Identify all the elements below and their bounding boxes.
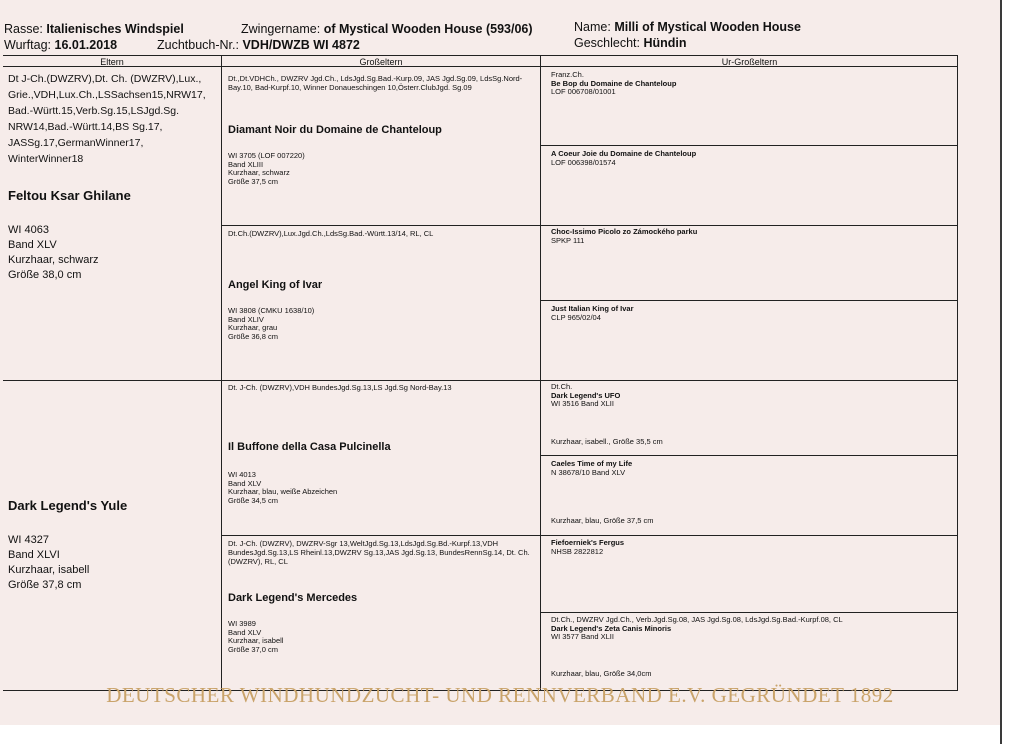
breed-field	[4, 22, 184, 37]
grandparent-name: Diamant Noir du Domaine de Chanteloup	[228, 124, 442, 136]
parent-zb: WI 4327	[8, 534, 49, 546]
great-grandparent-reg: N 38678/10 Band XLV	[551, 467, 626, 477]
divider-v2	[540, 55, 541, 691]
dog-name-field	[574, 20, 801, 35]
great-grandparent-name: A Coeur Joie du Domaine de Chanteloup	[551, 149, 697, 158]
parent-band: Band XLVI	[8, 549, 60, 561]
great-grandparent-2	[551, 150, 696, 167]
parent-sire	[8, 71, 220, 167]
great-grandparent-reg: LOF 006708/01001	[551, 87, 616, 96]
column-great-grandparents: Ur-Großeltern	[721, 57, 778, 67]
great-grandparent-1	[551, 71, 946, 97]
sex-label: Geschlecht:	[574, 36, 641, 50]
dog-name-label: Name:	[574, 20, 611, 34]
grandparent-coat: Kurzhaar, schwarz	[228, 168, 290, 177]
association-footer: DEUTSCHER WINDHUNDZUCHT- UND RENNVERBAND E.V. GEGRÜNDET 1892	[106, 683, 894, 707]
parent-titles: Dt J-Ch.(DWZRV),Dt. Ch. (DWZRV),Lux., Grie.,VDH,Lux.Ch.,LSSachsen15,NRW17, Bad.-Württ.15,Verb.Sg.15,LSJgd.Sg. NRW14,Bad.-Württ.14,BS Sg.17, JASSg.17,GermanWinner17, WinterWinner18	[8, 73, 206, 165]
grandparent-band: Band XLIV	[228, 314, 264, 324]
grandparent-4-details	[228, 592, 357, 654]
grandparent-zb: WI 3705 (LOF 007220)	[228, 151, 305, 160]
parent-zb: WI 4063	[8, 224, 49, 236]
grandparent-titles: Dt.,Dt.VDHCh., DWZRV Jgd.Ch., LdsJgd.Sg.Bad.-Kurp.09, JAS Jgd.Sg.09, LdsSg.Nord-Bay.10, Bad-Kurpf.10, Winner Donaueschingen 10,Österr.ClubJgd. Sg.09	[228, 74, 523, 92]
grandparent-1	[228, 74, 533, 92]
great-grandparent-3	[551, 228, 697, 245]
great-grandparent-4	[551, 305, 634, 322]
column-parents: Eltern	[100, 57, 124, 67]
grandparent-1-details	[228, 124, 442, 186]
parent-size: Größe 38,0 cm	[8, 269, 82, 281]
parent-dam-details	[8, 496, 127, 593]
parent-band: Band XLV	[8, 239, 57, 251]
divider-half	[3, 380, 958, 381]
great-grandparent-name: Fiefoerniek's Fergus	[551, 538, 625, 547]
grandparent-zb: WI 3808 (CMKU 1638/10)	[228, 306, 315, 315]
grandparent-size: Größe 37,0 cm	[228, 644, 279, 654]
breed-label: Rasse:	[4, 22, 43, 36]
studbook-value: VDH/DWZB WI 4872	[242, 38, 360, 52]
grandparent-band: Band XLV	[228, 627, 262, 637]
grandparent-coat: Kurzhaar, blau, weiße Abzeichen	[228, 487, 338, 496]
kennel-value: of Mystical Wooden House (593/06)	[323, 22, 533, 36]
divider-e5	[540, 455, 958, 456]
grandparent-3-details	[228, 441, 391, 505]
grandparent-name: Dark Legend's Mercedes	[228, 592, 358, 604]
grandparent-3	[228, 383, 533, 392]
parent-coat: Kurzhaar, schwarz	[8, 254, 99, 266]
grandparent-band: Band XLV	[228, 478, 262, 488]
grandparent-2-details	[228, 279, 322, 341]
grandparent-zb: WI 4013	[228, 470, 256, 479]
great-grandparent-name: Be Bop du Domaine de Chanteloup	[551, 78, 677, 88]
grandparent-titles: Dt. J-Ch. (DWZRV), DWZRV-Sgr 13,WeltJgd.Sg.13,LdsJgd.Sg.Bd.-Kurpf.13,VDH BundesJgd.Sg.13,LS Rheinl.13,DWZRV Sg.13,JAS Jgd.Sg.13, BundesRennSg.14, Dt. Ch. (DWZRV), RL, CL	[228, 539, 530, 566]
parent-name: Feltou Ksar Ghilane	[8, 188, 131, 203]
grandparent-size: Größe 34,5 cm	[228, 495, 279, 505]
divider-v1	[221, 55, 222, 691]
great-grandparent-5-extra	[551, 438, 663, 447]
great-grandparent-reg: LOF 006398/01574	[551, 157, 616, 167]
great-grandparent-extra: Kurzhaar, blau, Größe 34,0cm	[551, 669, 652, 678]
sex-value: Hündin	[643, 36, 687, 50]
great-grandparent-8-extra	[551, 670, 651, 679]
great-grandparent-name: Just Italian King of Ivar	[551, 304, 634, 313]
kennel-field	[241, 22, 533, 37]
birthdate-field	[4, 38, 117, 53]
great-grandparent-reg: WI 3577 Band XLII	[551, 632, 614, 641]
great-grandparent-extra: Kurzhaar, isabell., Größe 35,5 cm	[551, 437, 663, 446]
studbook-label: Zuchtbuch-Nr.:	[157, 38, 239, 52]
great-grandparent-name: Dark Legend's Zeta Canis Minoris	[551, 623, 672, 633]
great-grandparent-6-extra	[551, 517, 654, 526]
grandparent-coat: Kurzhaar, isabell	[228, 636, 284, 645]
divider-q1	[221, 225, 958, 226]
grandparent-titles: Dt. J-Ch. (DWZRV),VDH BundesJgd.Sg.13,LS Jgd.Sg Nord-Bay.13	[228, 383, 452, 392]
parent-sire-details	[8, 186, 131, 283]
great-grandparent-8	[551, 616, 946, 642]
sex-field	[574, 36, 687, 51]
great-grandparent-6	[551, 460, 632, 477]
great-grandparent-name: Choc-Issimo Picolo zo Zámockého parku	[551, 227, 698, 236]
grandparent-band: Band XLIII	[228, 159, 264, 169]
breed-value: Italienisches Windspiel	[46, 22, 184, 36]
parent-coat: Kurzhaar, isabell	[8, 564, 90, 576]
divider-q3	[221, 535, 958, 536]
dog-name-value: Milli of Mystical Wooden House	[614, 20, 801, 34]
great-grandparent-5	[551, 383, 946, 409]
studbook-field	[157, 38, 360, 53]
great-grandparent-reg: SPKP 111	[551, 235, 585, 245]
grandparent-coat: Kurzhaar, grau	[228, 323, 278, 332]
great-grandparent-extra: Kurzhaar, blau, Größe 37,5 cm	[551, 516, 654, 525]
grandparent-size: Größe 36,8 cm	[228, 331, 279, 341]
scan-edge	[1000, 0, 1002, 744]
grandparent-size: Größe 37,5 cm	[228, 176, 279, 186]
column-grandparents: Großeltern	[359, 57, 403, 67]
great-grandparent-reg: WI 3516 Band XLII	[551, 399, 614, 408]
great-grandparent-name: Dark Legend's UFO	[551, 390, 621, 400]
birthdate-value: 16.01.2018	[54, 38, 118, 52]
parent-size: Größe 37,8 cm	[8, 579, 82, 591]
great-grandparent-reg: CLP 965/02/04	[551, 312, 601, 322]
divider-e7	[540, 612, 958, 613]
great-grandparent-reg: NHSB 2822812	[551, 546, 604, 556]
great-grandparent-titles: Dt.Ch.	[551, 382, 573, 391]
grandparent-4	[228, 539, 533, 566]
grandparent-name: Angel King of Ivar	[228, 279, 323, 291]
great-grandparent-titles: Dt.Ch., DWZRV Jgd.Ch., Verb.Jgd.Sg.08, JAS Jgd.Sg.08, LdsJgd.Sg.Bad.-Kurpf.08, CL	[551, 615, 843, 624]
grandparent-name: Il Buffone della Casa Pulcinella	[228, 441, 391, 453]
divider-e1	[540, 145, 958, 146]
grandparent-titles: Dt.Ch.(DWZRV),Lux.Jgd.Ch.,LdsSg.Bad.-Württ.13/14, RL, CL	[228, 229, 434, 238]
great-grandparent-7	[551, 539, 624, 556]
divider-e3	[540, 300, 958, 301]
grandparent-2	[228, 229, 533, 238]
grandparent-zb: WI 3989	[228, 619, 256, 628]
birthdate-label: Wurftag:	[4, 38, 52, 52]
parent-name: Dark Legend's Yule	[8, 498, 128, 513]
great-grandparent-name: Caeles Time of my Life	[551, 459, 633, 468]
great-grandparent-titles: Franz.Ch.	[551, 70, 584, 79]
kennel-label: Zwingername:	[241, 22, 321, 36]
